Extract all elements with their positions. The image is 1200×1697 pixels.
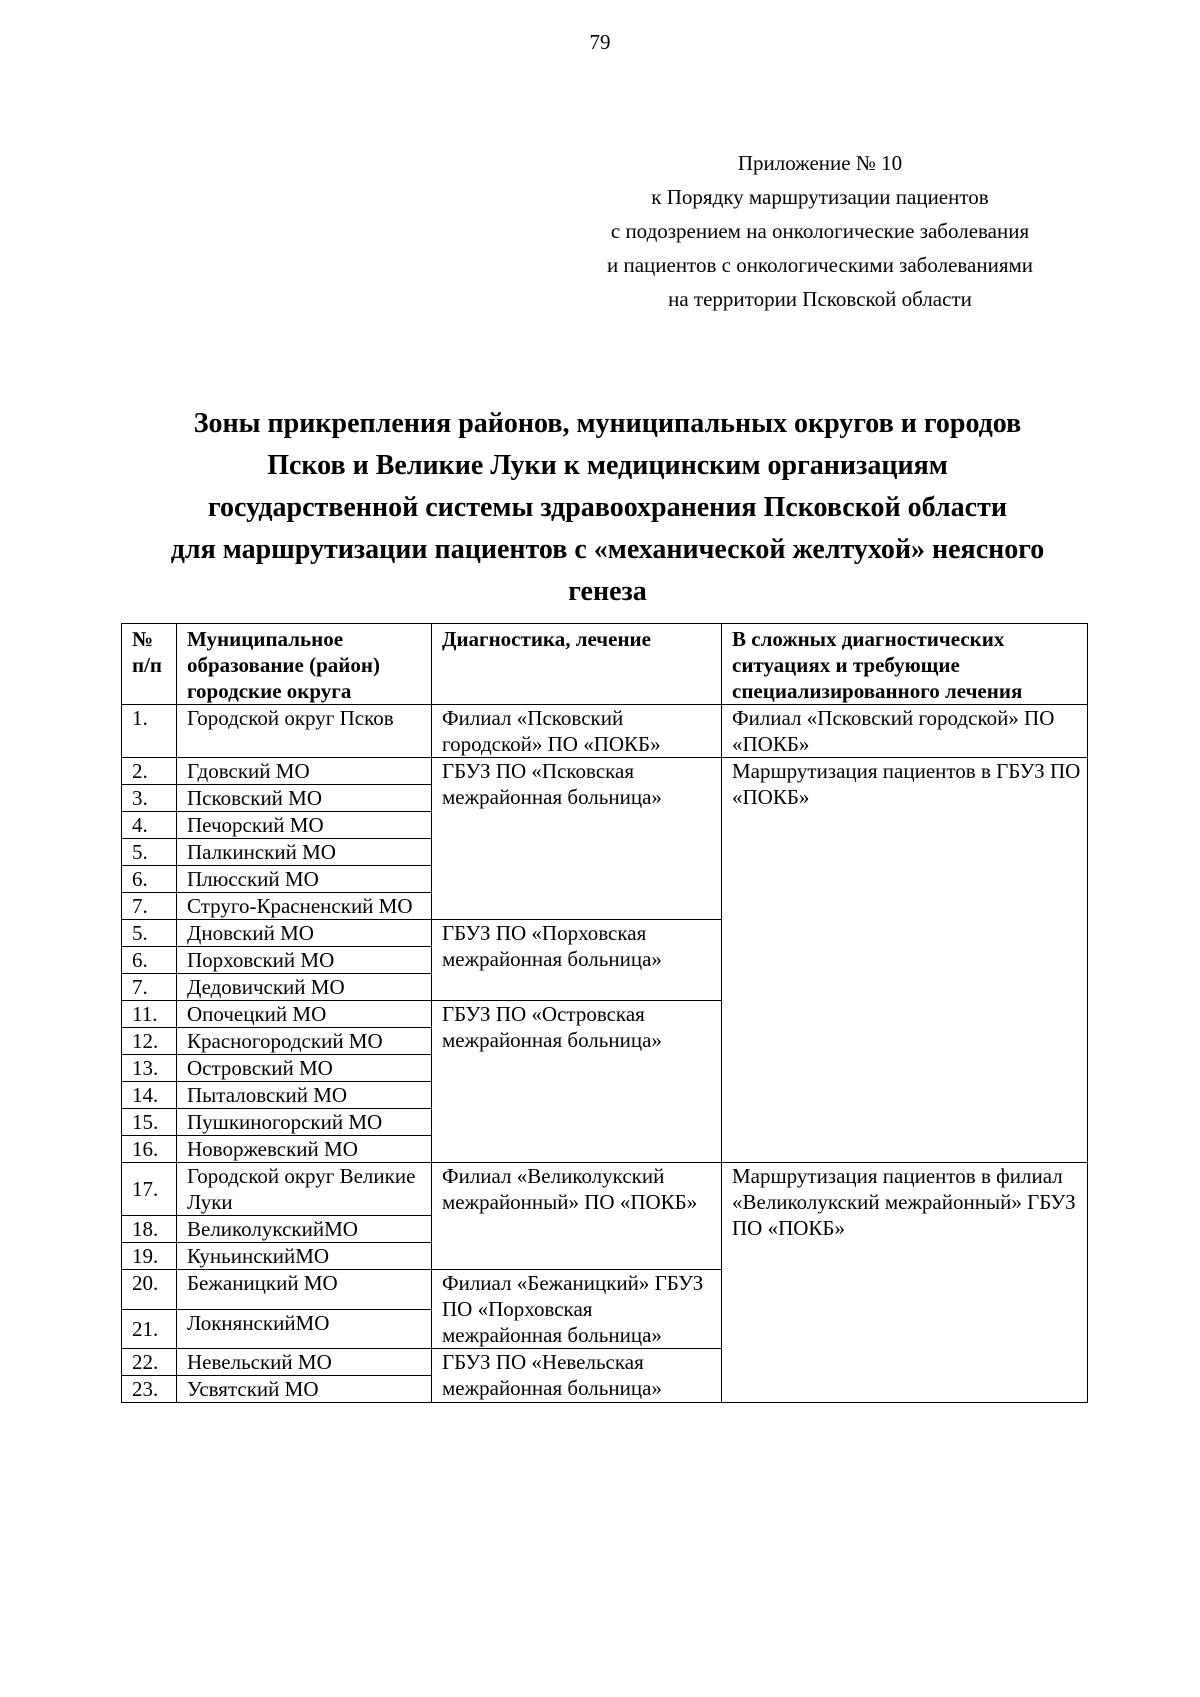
row-num: 11. bbox=[122, 1001, 177, 1028]
row-num: 5. bbox=[122, 920, 177, 947]
table-row bbox=[122, 705, 1088, 758]
diagnostics-cell: Филиал «Бежаницкий» ГБУЗ ПО «Порховская межрайонная больница» bbox=[432, 1270, 722, 1349]
appendix-line: и пациентов с онкологическими заболеваниями bbox=[606, 253, 1034, 277]
header-num: № п/п bbox=[122, 624, 177, 705]
row-num: 20. bbox=[122, 1270, 177, 1310]
diagnostics-cell: ГБУЗ ПО «Островская межрайонная больница» bbox=[432, 1001, 722, 1163]
row-num: 17. bbox=[122, 1163, 177, 1216]
row-municipality: Усвятский МО bbox=[177, 1376, 432, 1403]
appendix-note bbox=[560, 146, 1080, 316]
row-municipality: Опочецкий МО bbox=[177, 1001, 432, 1028]
row-municipality: Пыталовский МО bbox=[177, 1082, 432, 1109]
row-num: 3. bbox=[122, 785, 177, 812]
row-num: 12. bbox=[122, 1028, 177, 1055]
row-num: 6. bbox=[122, 947, 177, 974]
row-num: 14. bbox=[122, 1082, 177, 1109]
row-municipality: Гдовский МО bbox=[177, 758, 432, 785]
complex-cell: Филиал «Псковский городской» ПО «ПОКБ» bbox=[722, 705, 1088, 758]
row-municipality: Пушкиногорский МО bbox=[177, 1109, 432, 1136]
diagnostics-cell: ГБУЗ ПО «Порховская межрайонная больница» bbox=[432, 920, 722, 1001]
table-row bbox=[122, 1163, 1088, 1216]
title-line: Зоны прикрепления районов, муниципальных округов и городов bbox=[193, 408, 1022, 439]
appendix-line: Приложение № 10 bbox=[737, 151, 903, 175]
complex-cell: Маршрутизация пациентов в филиал «Великолукский межрайонный» ГБУЗ ПО «ПОКБ» bbox=[722, 1163, 1088, 1403]
title-line: Псков и Великие Луки к медицинским организациям bbox=[267, 450, 948, 481]
row-num: 13. bbox=[122, 1055, 177, 1082]
diagnostics-cell: Филиал «Псковский городской» ПО «ПОКБ» bbox=[432, 705, 722, 758]
row-municipality: Невельский МО bbox=[177, 1349, 432, 1376]
row-municipality: Новоржевский МО bbox=[177, 1136, 432, 1163]
row-municipality: Дновский МО bbox=[177, 920, 432, 947]
row-municipality: Палкинский МО bbox=[177, 839, 432, 866]
row-num: 7. bbox=[122, 893, 177, 920]
row-municipality: Плюсский МО bbox=[177, 866, 432, 893]
title-line: государственной системы здравоохранения Псковской области bbox=[208, 492, 1007, 523]
row-num: 1. bbox=[122, 705, 177, 758]
table-header-row bbox=[122, 624, 1088, 705]
appendix-line: на территории Псковской области bbox=[668, 287, 972, 311]
row-municipality: КуньинскийМО bbox=[177, 1243, 432, 1270]
table-row bbox=[122, 758, 1088, 785]
row-num: 5. bbox=[122, 839, 177, 866]
routing-table bbox=[121, 623, 1088, 1403]
row-municipality: ВеликолукскийМО bbox=[177, 1216, 432, 1243]
complex-cell: Маршрутизация пациентов в ГБУЗ ПО «ПОКБ» bbox=[722, 758, 1088, 1163]
row-num: 18. bbox=[122, 1216, 177, 1243]
row-municipality: Бежаницкий МО bbox=[177, 1270, 432, 1310]
row-municipality: Дедовичский МО bbox=[177, 974, 432, 1001]
row-municipality: Псковский МО bbox=[177, 785, 432, 812]
header-municipality: Муниципальное образование (район) городские округа bbox=[177, 624, 432, 705]
row-num: 7. bbox=[122, 974, 177, 1001]
row-municipality: ЛокнянскийМО bbox=[177, 1309, 432, 1349]
header-complex: В сложных диагностических ситуациях и требующие специализированного лечения bbox=[722, 624, 1088, 705]
row-num: 15. bbox=[122, 1109, 177, 1136]
row-num: 16. bbox=[122, 1136, 177, 1163]
row-municipality: Струго-Красненский МО bbox=[177, 893, 432, 920]
row-municipality: Красногородский МО bbox=[177, 1028, 432, 1055]
row-num: 4. bbox=[122, 812, 177, 839]
header-diagnostics: Диагностика, лечение bbox=[432, 624, 722, 705]
title-line: для маршрутизации пациентов с «механической желтухой» неясного bbox=[170, 534, 1045, 565]
row-num: 21. bbox=[122, 1309, 177, 1349]
page-number: 79 bbox=[589, 30, 611, 54]
row-municipality: Городской округ Псков bbox=[177, 705, 432, 758]
row-num: 19. bbox=[122, 1243, 177, 1270]
diagnostics-cell: ГБУЗ ПО «Псковская межрайонная больница» bbox=[432, 758, 722, 920]
row-municipality: Островский МО bbox=[177, 1055, 432, 1082]
diagnostics-cell: ГБУЗ ПО «Невельская межрайонная больница» bbox=[432, 1349, 722, 1403]
document-title bbox=[120, 403, 1095, 613]
row-num: 2. bbox=[122, 758, 177, 785]
appendix-line: к Порядку маршрутизации пациентов bbox=[651, 185, 989, 209]
row-municipality: Печорский МО bbox=[177, 812, 432, 839]
diagnostics-cell: Филиал «Великолукский межрайонный» ПО «ПОКБ» bbox=[432, 1163, 722, 1270]
appendix-line: с подозрением на онкологические заболевания bbox=[610, 219, 1030, 243]
row-municipality: Городской округ Великие Луки bbox=[177, 1163, 432, 1216]
row-num: 23. bbox=[122, 1376, 177, 1403]
row-num: 6. bbox=[122, 866, 177, 893]
row-num: 22. bbox=[122, 1349, 177, 1376]
title-line: генеза bbox=[568, 576, 647, 607]
row-municipality: Порховский МО bbox=[177, 947, 432, 974]
